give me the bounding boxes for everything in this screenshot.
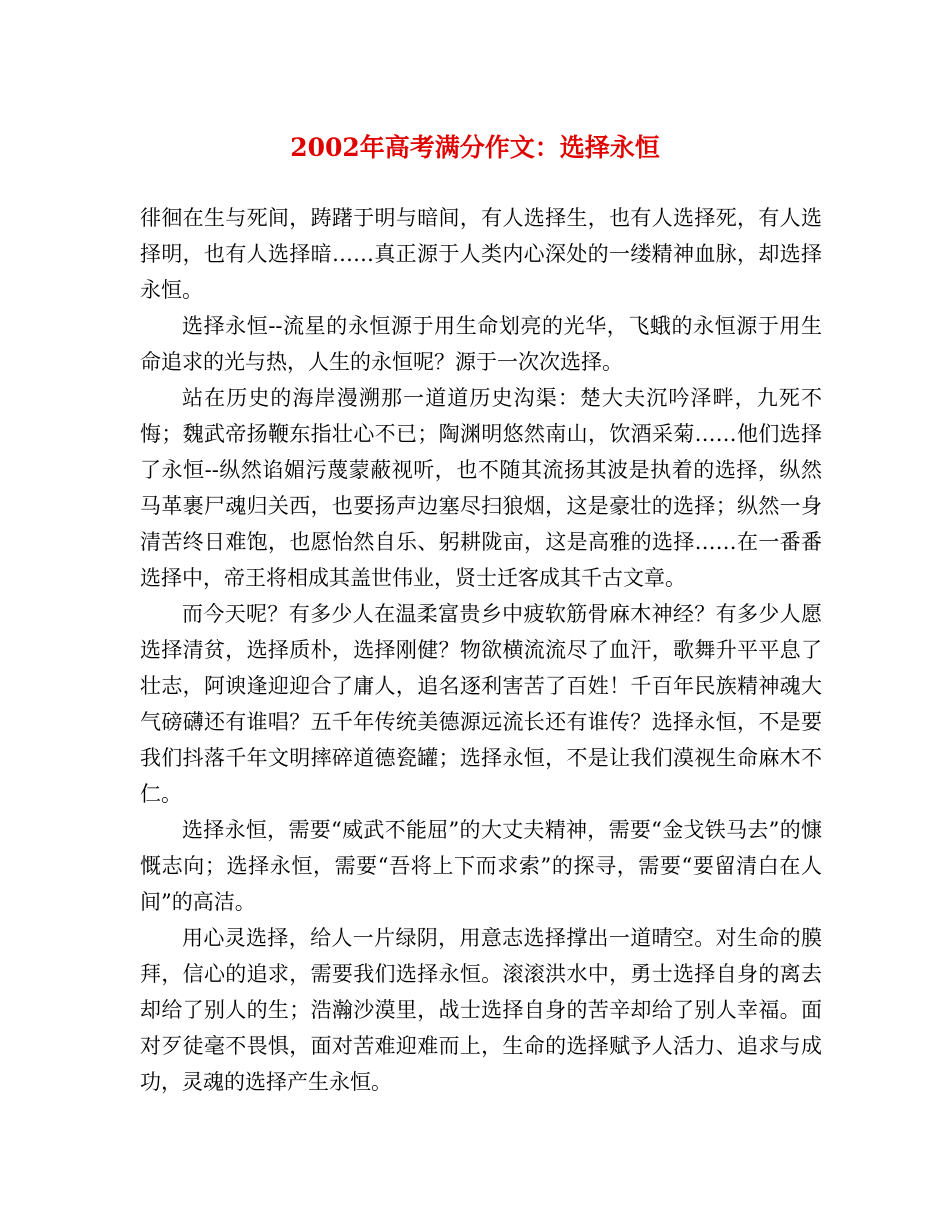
paragraph-4: 而今天呢？有多少人在温柔富贵乡中疲软筋骨麻木神经？有多少人愿选择清贫，选择质朴，选择刚健？物欲横流流尽了血汗，歌舞升平平息了壮志，阿谀逢迎迎合了庸人，追名逐利害苦了百姓！千百年民族精神魂大气磅礴还有谁唱？五千年传统美德源远流长还有谁传？选择永恒，不是要我们抖落千年文明摔碎道德瓷罐；选择永恒，不是让我们漠视生命麻木不仁。 [140,602,822,806]
paragraph-6: 用心灵选择，给人一片绿阴，用意志选择撑出一道晴空。对生命的膜拜，信心的追求，需要我们选择永恒。滚滚洪水中，勇士选择自身的离去却给了别人的生；浩瀚沙漠里，战士选择自身的苦辛却给了别人幸福。面对歹徒毫不畏惧，面对苦难迎难而上，生命的选择赋予人活力、追求与成功，灵魂的选择产生永恒。 [140,926,822,1094]
paragraph-5: 选择永恒，需要“威武不能屈”的大丈夫精神，需要“金戈铁马去”的慷慨志向；选择永恒，需要“吾将上下而求索”的探寻，需要“要留清白在人间”的高洁。 [140,818,822,914]
essay-body [140,200,822,1100]
paragraph-1: 徘徊在生与死间，踌躇于明与暗间，有人选择生，也有人选择死，有人选择明，也有人选择暗……真正源于人类内心深处的一缕精神血脉，却选择永恒。 [140,206,822,302]
paragraph-3: 站在历史的海岸漫溯那一道道历史沟渠：楚大夫沉吟泽畔，九死不悔；魏武帝扬鞭东指壮心不已；陶渊明悠然南山，饮酒采菊……他们选择了永恒--纵然谄媚污蔑蒙蔽视听，也不随其流扬其波是执着的选择，纵然马革裹尸魂归关西，也要扬声边塞尽扫狼烟，这是豪壮的选择；纵然一身清苦终日难饱，也愿怡然自乐、躬耕陇亩，这是高雅的选择……在一番番选择中，帝王将相成其盖世伟业，贤士迁客成其千古文章。 [140,386,822,590]
essay-title: 2002年高考满分作文：选择永恒 [290,133,660,162]
paragraph-2: 选择永恒--流星的永恒源于用生命划亮的光华，飞蛾的永恒源于用生命追求的光与热，人生的永恒呢？源于一次次选择。 [140,314,822,374]
